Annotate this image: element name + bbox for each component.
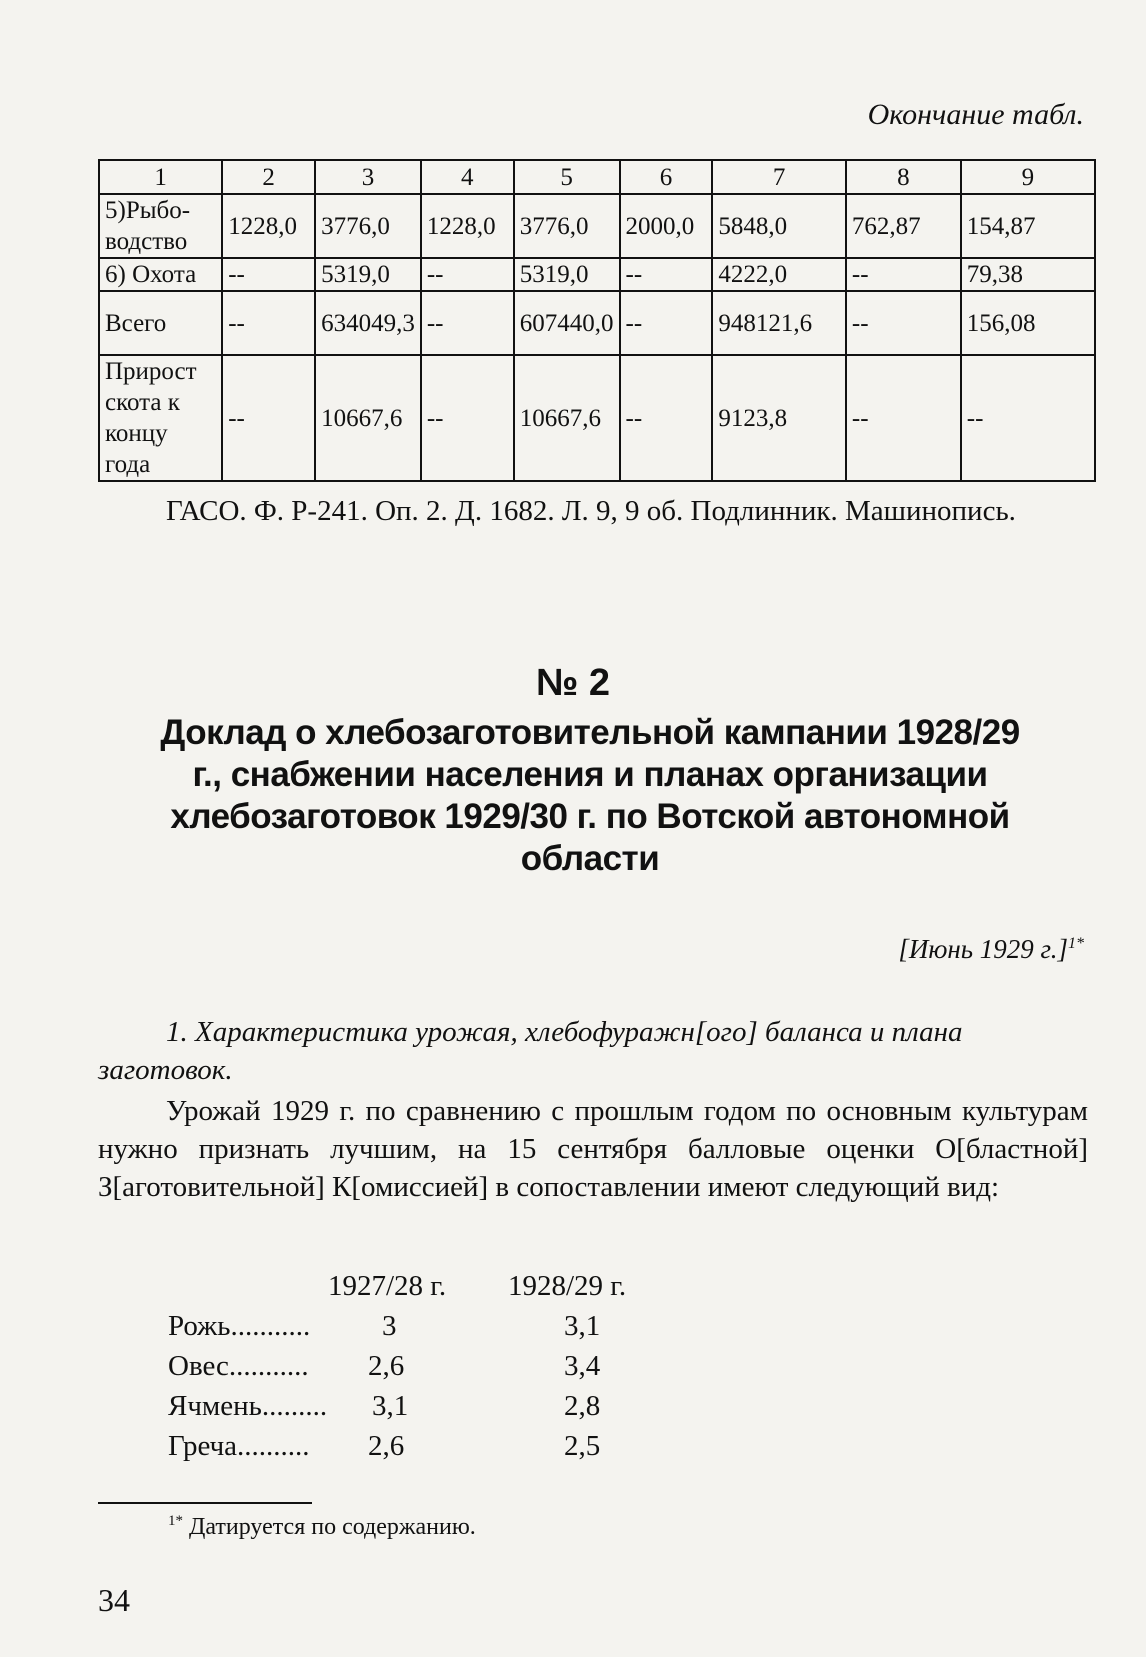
section-heading: 1. Характеристика урожая, хлебофуражн[ого] баланса и плана заготовок. [98, 1016, 963, 1086]
table-cell: 948121,6 [712, 291, 845, 355]
table-cell: -- [421, 355, 514, 481]
yield-value-1927: 2,6 [368, 1350, 405, 1382]
table-header-cell: 5 [514, 160, 620, 194]
footnote-text: Датируется по содержанию. [189, 1514, 476, 1540]
table-header-cell: 8 [846, 160, 961, 194]
table-cell: 5319,0 [315, 258, 421, 291]
yield-value-1928: 3,4 [564, 1350, 601, 1382]
yield-value-1927: 3,1 [372, 1390, 409, 1422]
table-cell: 10667,6 [315, 355, 421, 481]
table-header-cell: 6 [620, 160, 713, 194]
table-cell: -- [846, 291, 961, 355]
footnote-mark: 1* [168, 1513, 183, 1529]
table-cell: 5848,0 [712, 194, 845, 258]
table-cell: 3776,0 [315, 194, 421, 258]
document-date [898, 934, 1084, 965]
crop-name: Греча.......... [168, 1430, 310, 1462]
table-cell: 1228,0 [222, 194, 315, 258]
table-cell: -- [846, 355, 961, 481]
table-cell: 5319,0 [514, 258, 620, 291]
table-cell: 9123,8 [712, 355, 845, 481]
table-cell: -- [961, 355, 1095, 481]
table-cell: 2000,0 [620, 194, 713, 258]
table-cell: 3776,0 [514, 194, 620, 258]
table-cell: -- [620, 355, 713, 481]
table-row [99, 194, 1095, 258]
footnote-divider [98, 1502, 312, 1504]
table-cell: -- [421, 291, 514, 355]
document-date-text: [Июнь 1929 г.] [898, 934, 1068, 964]
table-cell: -- [620, 291, 713, 355]
table-row [99, 355, 1095, 481]
table-cell: -- [222, 355, 315, 481]
yield-column-header: 1928/29 г. [508, 1270, 627, 1302]
yield-value-1928: 3,1 [564, 1310, 601, 1342]
table-cell: 79,38 [961, 258, 1095, 291]
table-header-cell: 4 [421, 160, 514, 194]
footnote-reference: 1* [1068, 935, 1084, 952]
table-cell: 6) Охота [99, 258, 222, 291]
table-cell: 1228,0 [421, 194, 514, 258]
table-cell: 4222,0 [712, 258, 845, 291]
document-title: Доклад о хлебозаготовительной кампании 1928/29 г., снабжении населения и планах организации хлебозаготовок 1929/30 г. по Вотской автономной области [160, 713, 1020, 878]
table-cell: 10667,6 [514, 355, 620, 481]
table-cell: -- [222, 291, 315, 355]
table-cell: 154,87 [961, 194, 1095, 258]
yield-value-1927: 2,6 [368, 1430, 405, 1462]
table-header-cell: 1 [99, 160, 222, 194]
table-cell: Всего [99, 291, 222, 355]
crop-name: Овес........... [168, 1350, 309, 1382]
table-cell: -- [620, 258, 713, 291]
table-cell: 5)Рыбо-водство [99, 194, 222, 258]
body-paragraph: Урожай 1929 г. по сравнению с прошлым годом по основным культурам нужно признать лучшим, на 15 сентября балловые оценки О[бластной] З[аготовительной] К[омиссией] в сопоставлении имеют следующий вид: [98, 1095, 1088, 1203]
page-number: 34 [98, 1582, 130, 1618]
table-cell: Прирост скота к концу года [99, 355, 222, 481]
document-number: № 2 [535, 662, 611, 704]
yield-value-1928: 2,8 [564, 1390, 601, 1422]
table-cell: -- [846, 258, 961, 291]
table-header-cell: 2 [222, 160, 315, 194]
table-header-row [99, 160, 1095, 194]
table-cell: 634049,3 [315, 291, 421, 355]
crop-name: Ячмень......... [168, 1390, 328, 1422]
table-cell: 607440,0 [514, 291, 620, 355]
table-row [99, 258, 1095, 291]
crop-name: Рожь........... [168, 1310, 311, 1342]
table-row [99, 291, 1095, 355]
footnote [168, 1513, 476, 1541]
table-cell: 156,08 [961, 291, 1095, 355]
table-header-cell: 7 [712, 160, 845, 194]
yield-value-1927: 3 [382, 1310, 397, 1342]
table-header-cell: 9 [961, 160, 1095, 194]
data-table [98, 159, 1096, 482]
table-cell: -- [222, 258, 315, 291]
yield-value-1928: 2,5 [564, 1430, 601, 1462]
yield-column-header: 1927/28 г. [328, 1270, 447, 1302]
table-cell: -- [421, 258, 514, 291]
table-cell: 762,87 [846, 194, 961, 258]
table-continuation-caption: Окончание табл. [867, 98, 1084, 131]
archival-source-note: ГАСО. Ф. Р-241. Оп. 2. Д. 1682. Л. 9, 9 об. Подлинник. Машинопись. [166, 495, 1016, 527]
table-header-cell: 3 [315, 160, 421, 194]
